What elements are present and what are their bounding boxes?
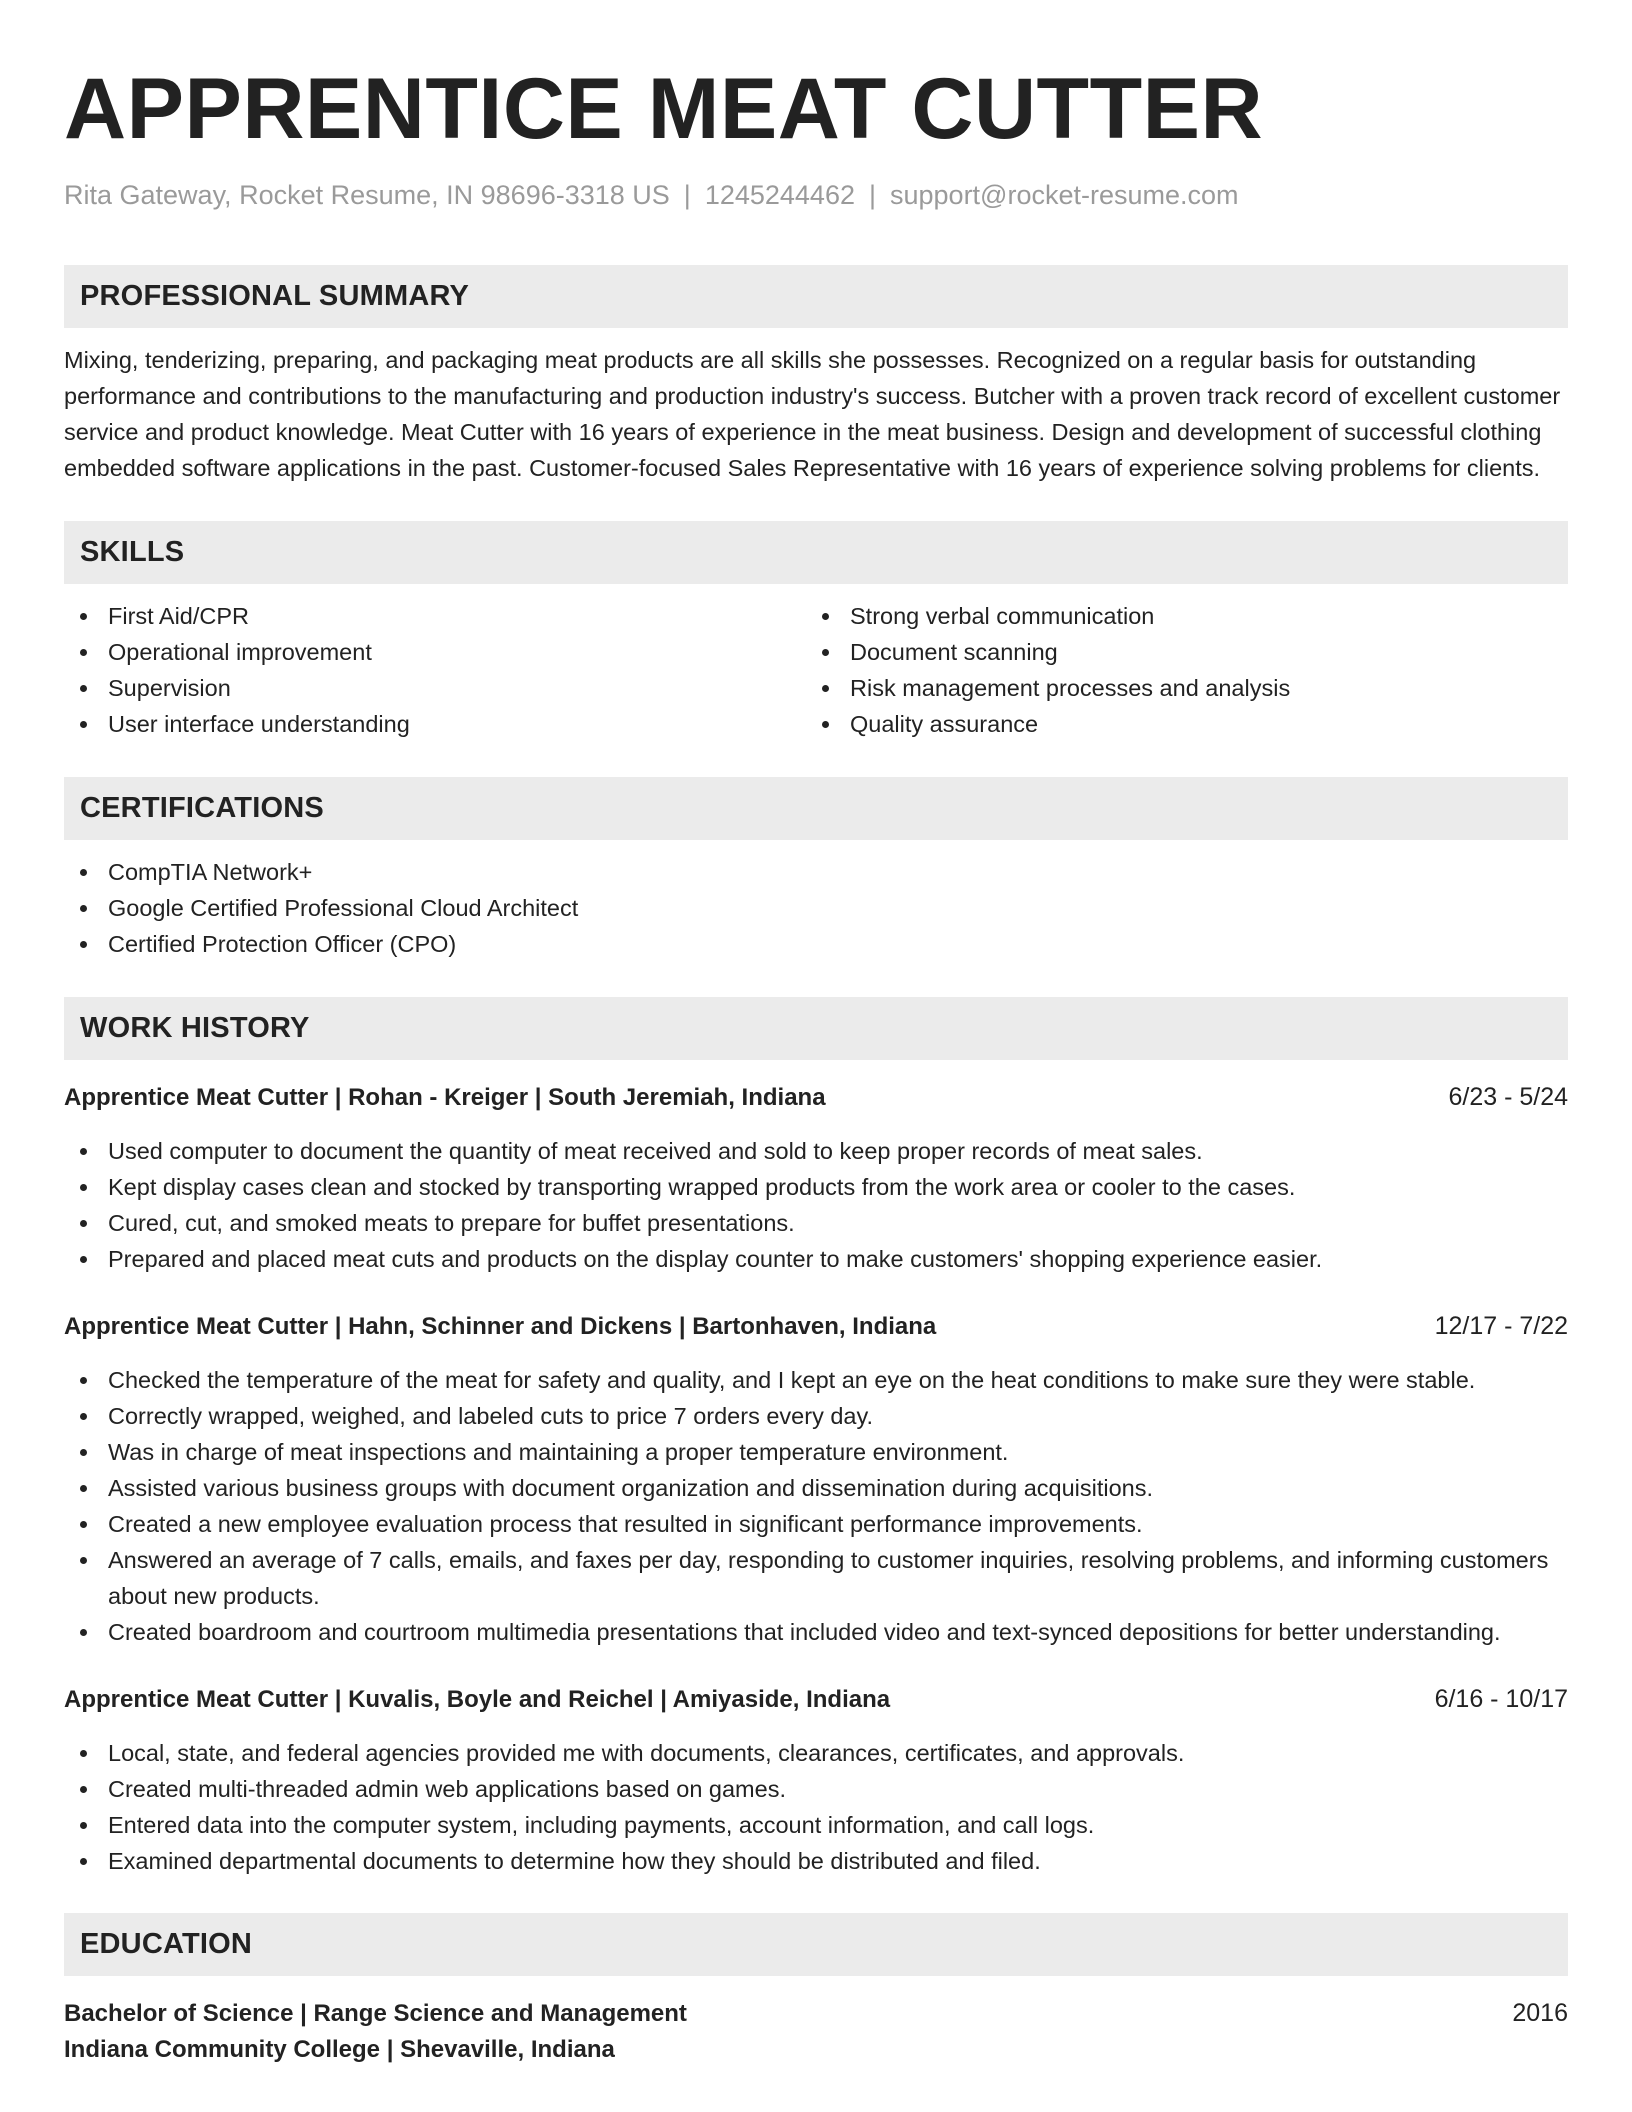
job-title: Apprentice Meat Cutter | Rohan - Kreiger | South Jeremiah, Indiana	[64, 1084, 826, 1112]
contact-phone: 1245244462	[704, 180, 855, 210]
job-dates: 6/16 - 10/17	[1434, 1685, 1568, 1714]
resume-title: APPRENTICE MEAT CUTTER	[64, 61, 1264, 157]
certification-item: CompTIA Network+	[64, 854, 1568, 890]
skill-item: Quality assurance	[806, 706, 1548, 742]
job-bullet: Checked the temperature of the meat for safety and quality, and I kept an eye on the heat conditions to make sure they were stable.	[64, 1362, 1568, 1398]
job-title-row	[64, 1080, 1568, 1115]
job-bullet: Used computer to document the quantity of meat received and sold to keep proper records of meat sales.	[64, 1133, 1568, 1169]
job-title: Apprentice Meat Cutter | Hahn, Schinner and Dickens | Bartonhaven, Indiana	[64, 1313, 937, 1341]
job-bullet: Local, state, and federal agencies provided me with documents, clearances, certificates, and approvals.	[64, 1735, 1568, 1771]
job-dates: 12/17 - 7/22	[1434, 1312, 1568, 1341]
education-degree: Bachelor of Science | Range Science and Management	[64, 2000, 687, 2028]
section-heading-skills: SKILLS	[64, 521, 1568, 584]
job-title-row	[64, 1309, 1568, 1344]
job-bullet: Was in charge of meat inspections and maintaining a proper temperature environment.	[64, 1434, 1568, 1470]
job-entry	[64, 1682, 1568, 1879]
job-bullet: Entered data into the computer system, including payments, account information, and call logs.	[64, 1807, 1568, 1843]
section-heading-work-history: WORK HISTORY	[64, 997, 1568, 1060]
certifications-list	[64, 854, 1568, 962]
skill-item: Supervision	[64, 670, 806, 706]
certification-item: Google Certified Professional Cloud Architect	[64, 890, 1568, 926]
certification-item: Certified Protection Officer (CPO)	[64, 926, 1568, 962]
skills-column-left	[64, 598, 806, 742]
job-bullets	[64, 1133, 1568, 1277]
job-bullet: Answered an average of 7 calls, emails, and faxes per day, responding to customer inquiries, resolving problems, and informing customers about new products.	[64, 1542, 1568, 1614]
job-dates: 6/23 - 5/24	[1448, 1083, 1568, 1112]
section-heading-certifications: CERTIFICATIONS	[64, 777, 1568, 840]
job-bullet: Prepared and placed meat cuts and products on the display counter to make customers' shopping experience easier.	[64, 1241, 1568, 1277]
job-bullet: Correctly wrapped, weighed, and labeled cuts to price 7 orders every day.	[64, 1398, 1568, 1434]
contact-separator: |	[868, 180, 876, 210]
summary-text: Mixing, tenderizing, preparing, and packaging meat products are all skills she possesses. Recognized on a regular basis for outstanding performance and contributions to the manufacturing and production industry's success. Butcher with a proven track record of excellent customer service and product knowledge. Meat Cutter with 16 years of experience in the meat business. Design and development of successful clothing embedded software applications in the past. Customer-focused Sales Representative with 16 years of experience solving problems for clients.	[64, 347, 1561, 482]
job-bullet: Assisted various business groups with document organization and dissemination during acquisitions.	[64, 1470, 1568, 1506]
job-bullets	[64, 1362, 1568, 1650]
skill-item: Operational improvement	[64, 634, 806, 670]
job-entry	[64, 1309, 1568, 1650]
education-row	[64, 1996, 1568, 2031]
job-bullet: Created boardroom and courtroom multimedia presentations that included video and text-synced depositions for better understanding.	[64, 1614, 1568, 1650]
skill-item: Strong verbal communication	[806, 598, 1548, 634]
skill-item: User interface understanding	[64, 706, 806, 742]
skills-list	[64, 598, 1568, 742]
job-entry	[64, 1080, 1568, 1277]
section-heading-summary: PROFESSIONAL SUMMARY	[64, 265, 1568, 328]
job-title: Apprentice Meat Cutter | Kuvalis, Boyle and Reichel | Amiyaside, Indiana	[64, 1686, 891, 1714]
job-bullet: Examined departmental documents to determine how they should be distributed and filed.	[64, 1843, 1568, 1879]
contact-email: support@rocket-resume.com	[890, 180, 1239, 210]
job-bullet: Created multi-threaded admin web applications based on games.	[64, 1771, 1568, 1807]
job-bullets	[64, 1735, 1568, 1879]
education-school: Indiana Community College | Shevaville, Indiana	[64, 2036, 615, 2064]
job-bullet: Created a new employee evaluation process that resulted in significant performance improvements.	[64, 1506, 1568, 1542]
skill-item: Risk management processes and analysis	[806, 670, 1548, 706]
skills-column-right	[806, 598, 1548, 742]
contact-separator: |	[683, 180, 691, 210]
skill-item: Document scanning	[806, 634, 1548, 670]
job-bullet: Cured, cut, and smoked meats to prepare for buffet presentations.	[64, 1205, 1568, 1241]
job-title-row	[64, 1682, 1568, 1717]
job-bullet: Kept display cases clean and stocked by transporting wrapped products from the work area or cooler to the cases.	[64, 1169, 1568, 1205]
section-heading-education: EDUCATION	[64, 1913, 1568, 1976]
education-year: 2016	[1512, 1999, 1568, 2028]
contact-line	[64, 178, 1568, 213]
contact-address: Rita Gateway, Rocket Resume, IN 98696-3318 US	[64, 180, 670, 210]
skill-item: First Aid/CPR	[64, 598, 806, 634]
